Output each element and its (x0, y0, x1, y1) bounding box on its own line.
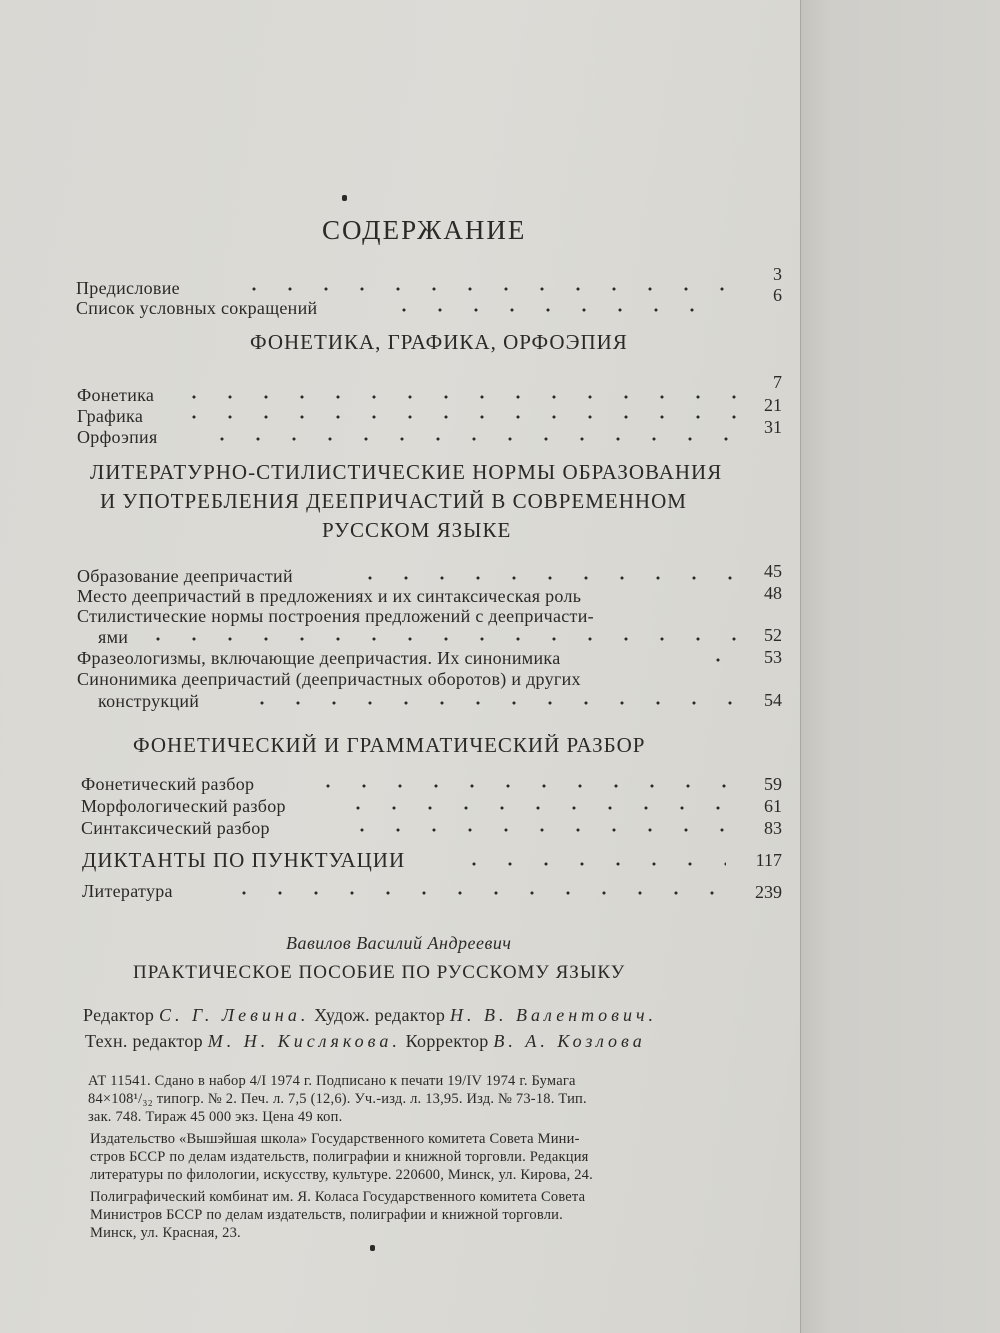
toc-entry-continuation: конструкций (98, 691, 200, 711)
toc-entry-literature: Литература (82, 881, 173, 901)
toc-entry: Образование деепричастий (77, 566, 293, 586)
proofreader-label: Корректор (405, 1031, 489, 1051)
section-heading-line: РУССКОМ ЯЗЫКЕ (322, 518, 512, 542)
toc-page-number: 45 (764, 561, 782, 581)
print-details-line: зак. 748. Тираж 45 000 экз. Цена 49 коп. (88, 1109, 343, 1125)
toc-entry: Синтаксический разбор (81, 818, 270, 838)
toc-page-number: 3 (773, 264, 782, 284)
dot-leader (344, 828, 736, 832)
section-heading-line: ЛИТЕРАТУРНО-СТИЛИСТИЧЕСКИЕ НОРМЫ ОБРАЗОВАНИЯ (90, 460, 723, 484)
toc-entry: Графика (77, 406, 144, 426)
toc-page-number: 54 (764, 690, 782, 710)
dot-leader (176, 415, 736, 419)
toc-entry: Фразеологизмы, включающие деепричастия. Их синонимика (77, 648, 561, 668)
toc-entry: Место деепричастий в предложениях и их синтаксическая роль (77, 586, 582, 606)
dot-leader (456, 862, 726, 866)
toc-entry-continuation: ями (98, 627, 129, 647)
printer-line: Полиграфический комбинат им. Я. Коласа Государственного комитета Совета (90, 1189, 586, 1205)
toc-entry: Орфоэпия (77, 427, 158, 447)
toc-page-number: 117 (755, 850, 782, 870)
toc-entry-abbreviations: Список условных сокращений (76, 298, 318, 318)
dot-leader (176, 395, 736, 399)
book-page-edge (800, 0, 1000, 1333)
page-title: СОДЕРЖАНИЕ (322, 215, 527, 245)
toc-page-number: 6 (773, 285, 782, 305)
toc-entry: Фонетика (77, 385, 155, 405)
tech-credits (85, 1031, 646, 1052)
publisher-line: литературы по филологии, искусству, культуре. 220600, Минск, ул. Кирова, 24. (90, 1167, 593, 1183)
printer-line: Министров БССР по делам издательств, полиграфии и книжной торговли. (90, 1207, 563, 1223)
toc-page-number: 7 (773, 372, 782, 392)
toc-entry-dictations: ДИКТАНТЫ ПО ПУНКТУАЦИИ (82, 848, 406, 872)
dot-leader (226, 891, 726, 895)
print-details-line: 84×108¹/₃₂ типогр. № 2. Печ. л. 7,5 (12,6). Уч.-изд. л. 13,95. Изд. № 73-18. Тип. (88, 1091, 587, 1107)
toc-page-number: 239 (755, 882, 782, 902)
editor-credits (83, 1005, 657, 1026)
dot-leader (340, 806, 736, 810)
dot-leader (244, 701, 736, 705)
book-title: ПРАКТИЧЕСКОЕ ПОСОБИЕ ПО РУССКОМУ ЯЗЫКУ (133, 962, 626, 983)
print-details-line: АТ 11541. Сдано в набор 4/I 1974 г. Подписано к печати 19/IV 1974 г. Бумага (88, 1073, 576, 1089)
toc-page-number: 52 (764, 625, 782, 645)
art-editor-name: Н. В. Валентович. (449, 1005, 658, 1025)
printer-line: Минск, ул. Красная, 23. (90, 1225, 241, 1241)
section-heading: ФОНЕТИЧЕСКИЙ И ГРАММАТИЧЕСКИЙ РАЗБОР (133, 733, 646, 757)
ink-speck (342, 195, 347, 201)
dot-leader (140, 637, 736, 641)
toc-page-number: 21 (764, 395, 782, 415)
proofreader-name: В. А. Козлова (493, 1031, 646, 1051)
dot-leader (236, 287, 726, 291)
author-name: Вавилов Василий Андреевич (286, 933, 512, 953)
section-heading-line: И УПОТРЕБЛЕНИЯ ДЕЕПРИЧАСТИЙ В СОВРЕМЕННОМ (100, 489, 687, 513)
toc-page-number: 53 (764, 647, 782, 667)
toc-entry: Стилистические нормы построения предложений с деепричасти- (77, 606, 594, 626)
toc-page-number: 31 (764, 417, 782, 437)
publisher-line: Издательство «Вышэйшая школа» Государственного комитета Совета Мини- (90, 1131, 580, 1147)
toc-entry: Фонетический разбор (81, 774, 255, 794)
section-heading: ФОНЕТИКА, ГРАФИКА, ОРФОЭПИЯ (250, 330, 628, 354)
tech-editor-name: М. Н. Кислякова. (207, 1031, 401, 1051)
dot-leader (310, 784, 736, 788)
ink-speck (370, 1245, 375, 1251)
dot-leader (204, 437, 736, 441)
toc-page-number: 59 (764, 774, 782, 794)
dot-leader (352, 576, 736, 580)
editor-label: Редактор (83, 1005, 155, 1025)
toc-page-number: 61 (764, 796, 782, 816)
publisher-line: стров БССР по делам издательств, полиграфии и книжной торговли. Редакция (90, 1149, 589, 1165)
toc-page-number: 48 (764, 583, 782, 603)
dot-leader (386, 308, 726, 312)
toc-entry: Морфологический разбор (81, 796, 286, 816)
toc-page-number: 83 (764, 818, 782, 838)
toc-entry: Синонимика деепричастий (деепричастных оборотов) и других (77, 669, 581, 689)
editor-name: С. Г. Левина. (159, 1005, 310, 1025)
art-editor-label: Худож. редактор (314, 1005, 446, 1025)
toc-entry-preface: Предисловие (76, 278, 180, 298)
tech-editor-label: Техн. редактор (85, 1031, 203, 1051)
